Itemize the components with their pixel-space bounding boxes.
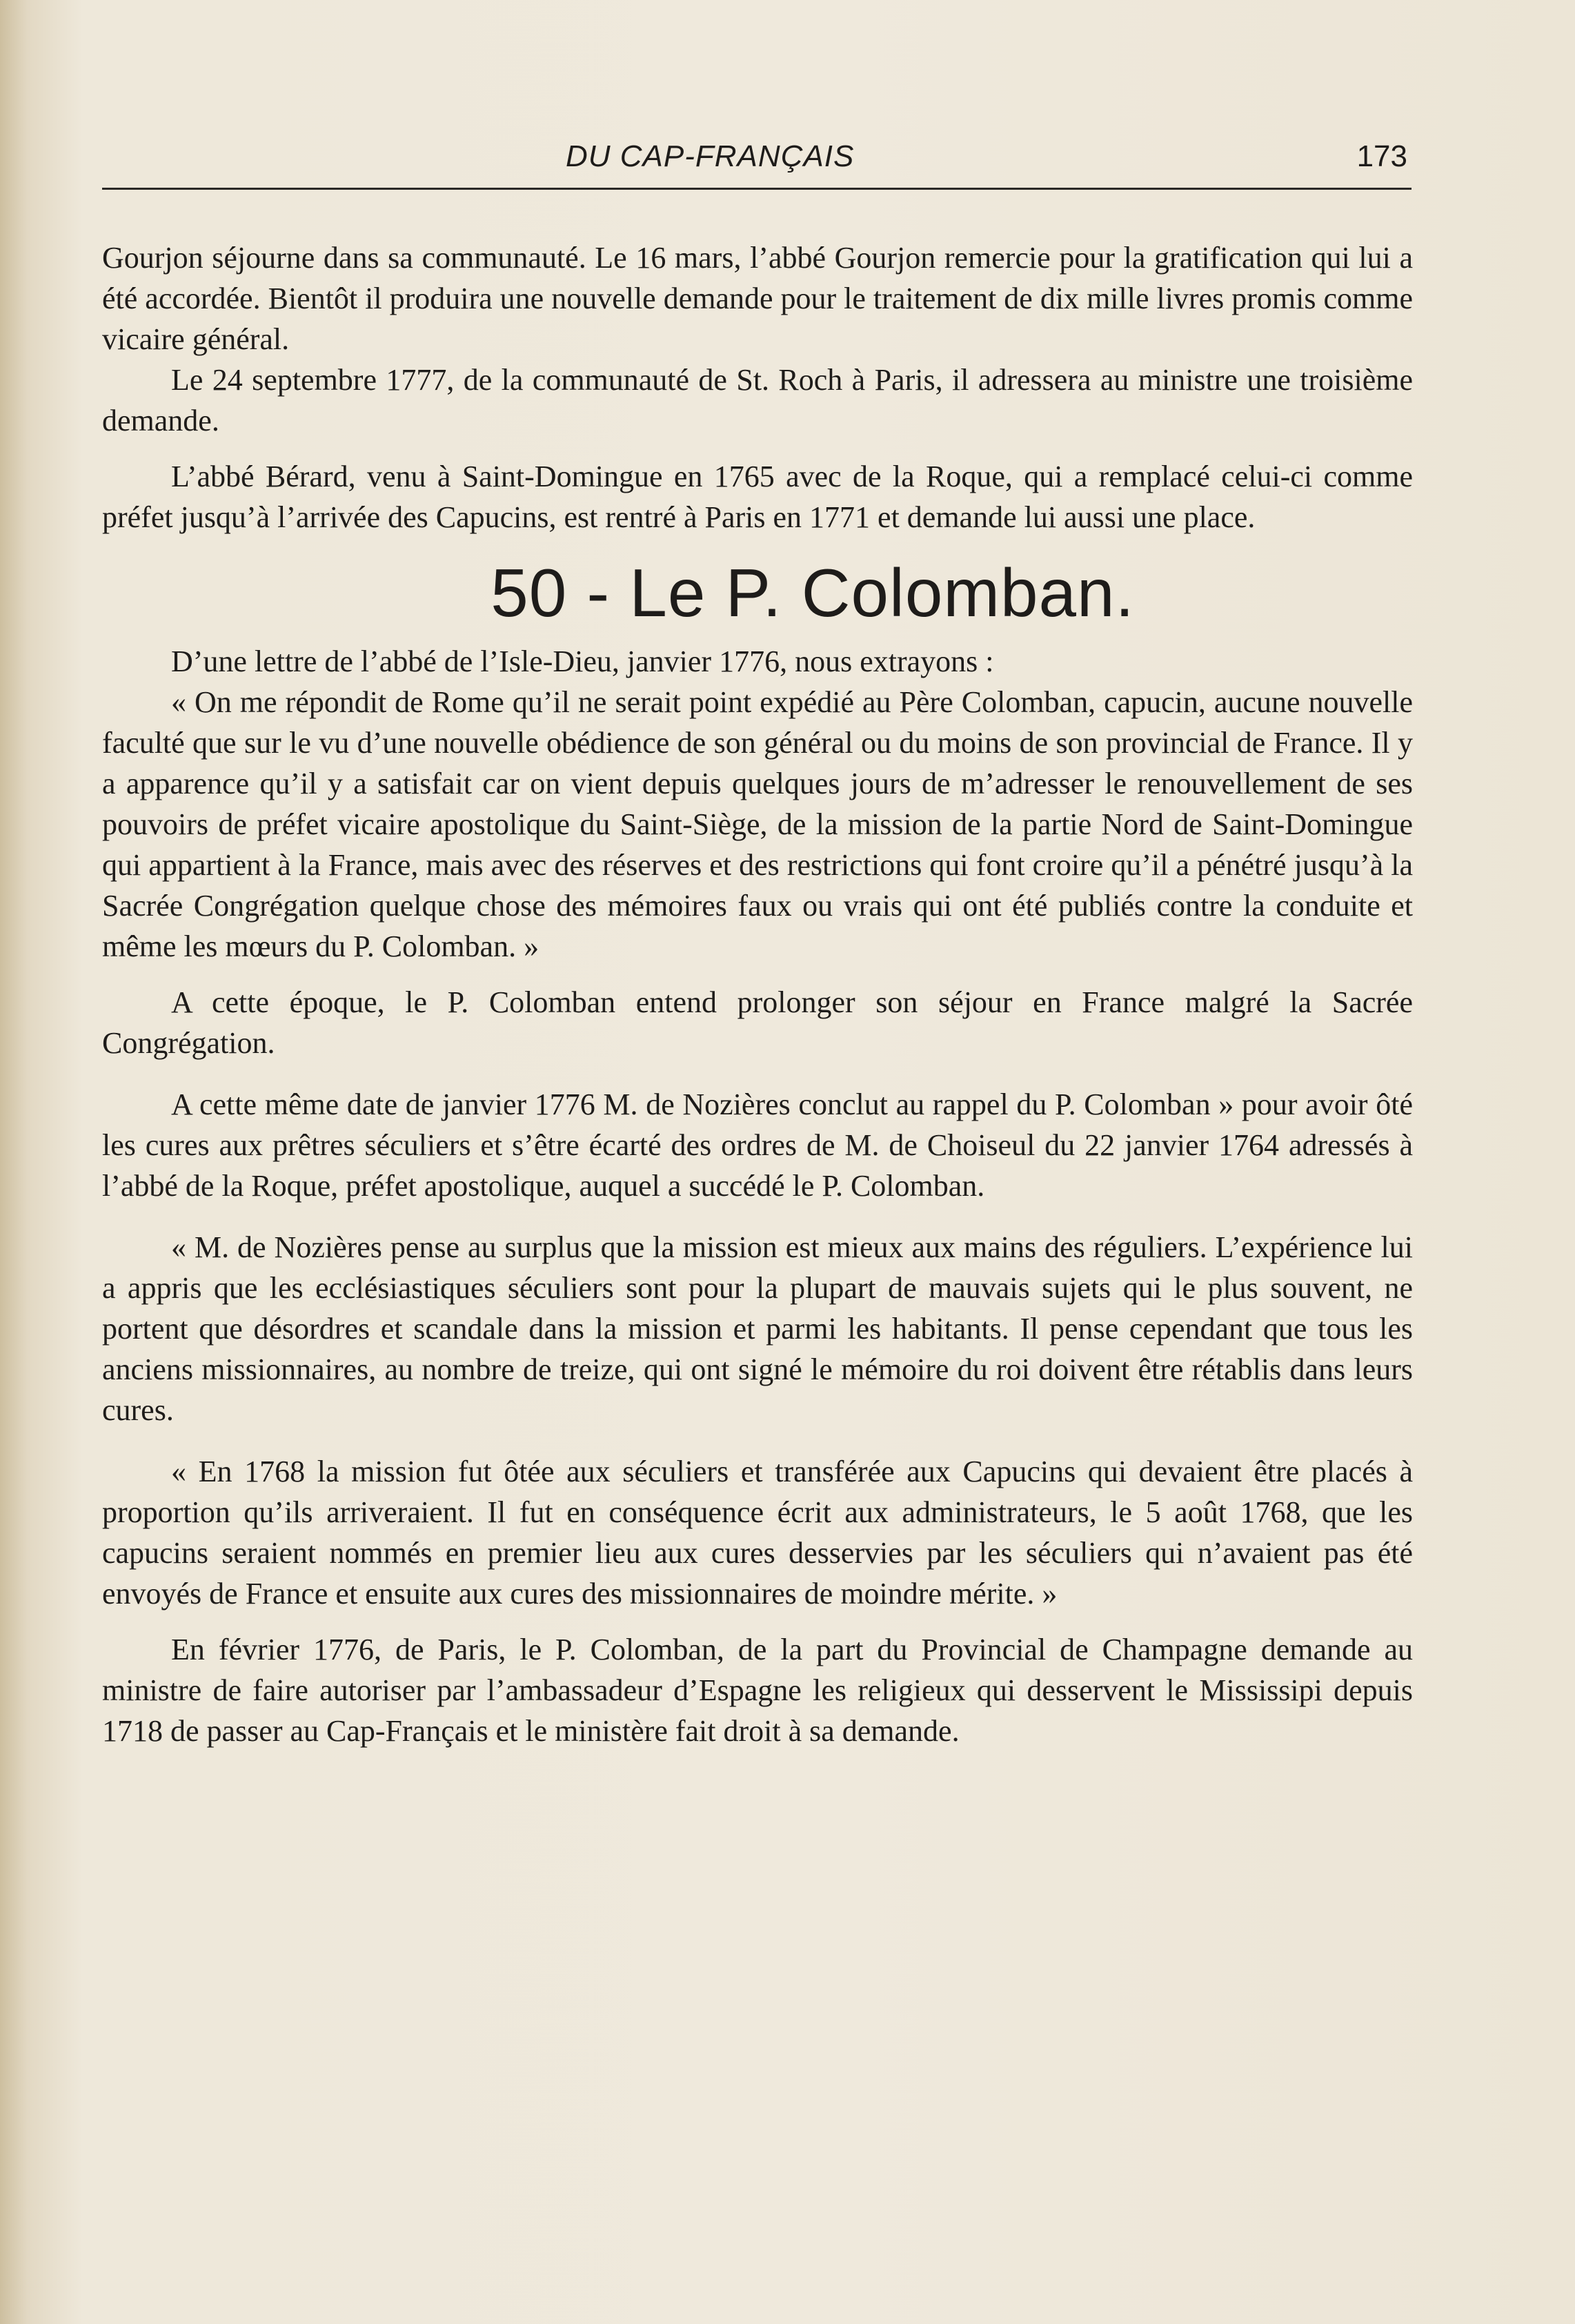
paragraph: A cette même date de janvier 1776 M. de Nozières conclut au rappel du P. Colomban » pour avoir ôté les cures aux prêtres séculiers et s’être écarté des ordres de M. de Choiseul du 22 janvier 1764 adressés à l’abbé de la Roque, préfet apostolique, auquel a succédé le P. Colomban. (102, 1087, 1413, 1203)
section-title: 50 - Le P. Colomban. (491, 555, 1135, 631)
paragraph: A cette époque, le P. Colomban entend prolonger son séjour en France malgré la Sacrée Congrégation. (102, 985, 1413, 1060)
paragraph: D’une lettre de l’abbé de l’Isle-Dieu, janvier 1776, nous extrayons : (171, 644, 994, 678)
paragraph: En février 1776, de Paris, le P. Colomban, de la part du Provincial de Champagne demande au ministre de faire autoriser par l’ambassadeur d’Espagne les religieux qui desservent le Mississipi depuis 1718 de passer au Cap-Français et le ministère fait droit à sa demande. (102, 1633, 1413, 1748)
quotation-paragraph: « On me répondit de Rome qu’il ne serait point expédié au Père Colomban, capucin, aucune nouvelle faculté que sur le vu d’une nouvelle obédience de son général ou du moins de son provincial de France. Il y a apparence qu’il y a satisfait car on vient depuis quelques jours de m’adresser le renouvellement de ses pouvoirs de préfet vicaire apostolique du Saint-Siège, de la mission de la partie Nord de Saint-Domingue qui appartient à la France, mais avec des réserves et des restrictions qui font croire qu’il a pénétré jusqu’à la Sacrée Congrégation quelque chose des mémoires faux ou vrais qui ont été publiés contre la conduite et même les mœurs du P. Colomban. » (102, 685, 1413, 963)
page-header (102, 135, 1411, 190)
body-text (102, 237, 1413, 1751)
page-number: 173 (1356, 139, 1407, 173)
paragraph: L’abbé Bérard, venu à Saint-Domingue en 1765 avec de la Roque, qui a remplacé celui-ci comme préfet jusqu’à l’arrivée des Capucins, est rentré à Paris en 1771 et demande lui aussi une place. (102, 460, 1413, 534)
paragraph: Gourjon séjourne dans sa communauté. Le 16 mars, l’abbé Gourjon remercie pour la gratification qui lui a été accordée. Bientôt il produira une nouvelle demande pour le traitement de dix mille livres promis comme vicaire général. (102, 241, 1413, 356)
quotation-paragraph: « M. de Nozières pense au surplus que la mission est mieux aux mains des réguliers. L’expérience lui a appris que les ecclésiastiques séculiers sont pour la plupart de mauvais sujets qui le plus souvent, ne portent que désordres et scandale dans la mission et parmi les habitants. Il pense cependant que tous les anciens missionnaires, au nombre de treize, qui ont signé le mémoire du roi doivent être rétablis dans leurs cures. (102, 1230, 1413, 1427)
running-title: DU CAP-FRANÇAIS (566, 139, 855, 173)
quotation-paragraph: « En 1768 la mission fut ôtée aux séculiers et transférée aux Capucins qui devaient être placés à proportion qu’ils arriveraient. Il fut en conséquence écrit aux administrateurs, le 5 août 1768, que les capucins seraient nommés en premier lieu aux cures desservies par les séculiers qui n’avaient pas été envoyés de France et ensuite aux cures des missionnaires de moindre mérite. » (102, 1455, 1413, 1611)
paragraph: Le 24 septembre 1777, de la communauté de St. Roch à Paris, il adressera au ministre une troisième demande. (102, 363, 1413, 437)
